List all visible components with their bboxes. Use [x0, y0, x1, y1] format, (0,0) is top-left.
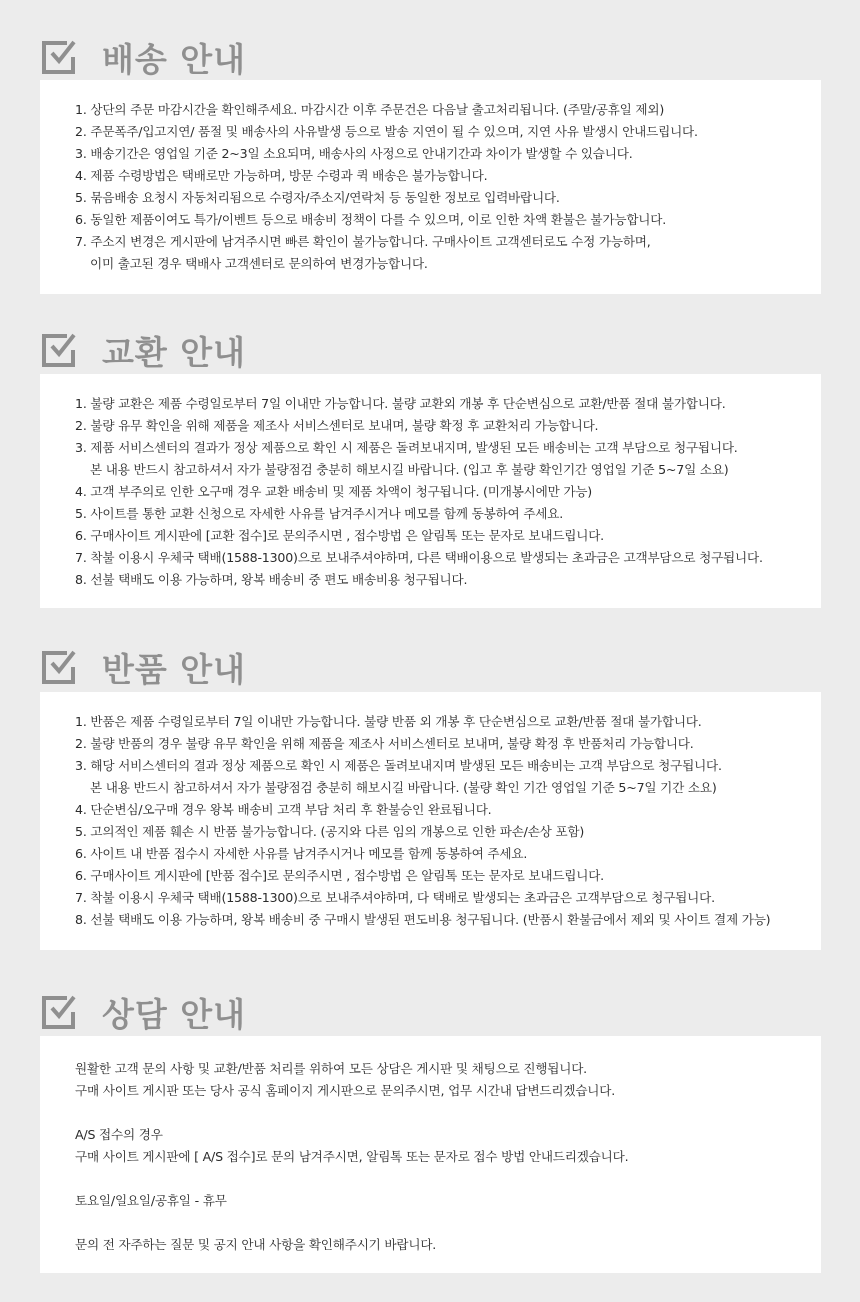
item-number: 6. — [75, 528, 91, 543]
item-number: 3. — [75, 758, 91, 773]
item-text: 고객 부주의로 인한 오구매 경우 교환 배송비 및 제품 차액이 청구됩니다. (미개봉시에만 가능) — [90, 484, 593, 499]
item-text: 제품 수령방법은 택배로만 가능하며, 방문 수령과 퀵 배송은 불가능합니다. — [90, 168, 488, 183]
item-number: 2. — [75, 124, 91, 139]
item-text: 묶음배송 요청시 자동처리됨으로 수령자/주소지/연락처 등 동일한 정보로 입력바랍니다. — [90, 190, 560, 205]
item-text: 착불 이용시 우체국 택배(1588-1300)으로 보내주셔야하며, 다 택배로 발생되는 초과금은 고객부담으로 청구됩니다. — [90, 890, 715, 905]
paragraph: 원활한 고객 문의 사항 및 교환/반품 처리를 위하여 모든 상담은 게시판 및 채팅으로 진행됩니다. — [75, 1061, 587, 1076]
list-item — [75, 209, 821, 231]
item-text: 착불 이용시 우체국 택배(1588-1300)으로 보내주셔야하며, 다른 택배이용으로 발생되는 초과금은 고객부담으로 청구됩니다. — [90, 550, 763, 565]
section-heading — [40, 35, 246, 79]
list-item — [75, 887, 821, 909]
list-item — [75, 755, 821, 799]
section-heading — [40, 990, 246, 1034]
item-text: 제품 서비스센터의 결과가 정상 제품으로 확인 시 제품은 돌려보내지며, 발생된 모든 배송비는 고객 부담으로 청구됩니다. — [90, 440, 738, 455]
item-text-continued: 이미 출고된 경우 택배사 고객센터로 문의하여 변경가능합니다. — [90, 256, 428, 271]
item-text: 선불 택배도 이용 가능하며, 왕복 배송비 중 구매시 발생된 편도비용 청구됩니다. (반품시 환불금에서 제외 및 사이트 결제 가능) — [90, 912, 771, 927]
paragraph: 문의 전 자주하는 질문 및 공지 안내 사항을 확인해주시기 바랍니다. — [75, 1237, 437, 1252]
list-item — [75, 143, 821, 165]
item-text: 사이트 내 반품 접수시 자세한 사유를 남겨주시거나 메모를 함께 동봉하여 주세요. — [90, 846, 528, 861]
return-panel — [40, 692, 821, 950]
check-icon — [40, 38, 78, 76]
section-title: 배송 안내 — [102, 39, 247, 79]
paragraph: 구매 사이트 게시판에 [ A/S 접수]로 문의 남겨주시면, 알림톡 또는 문자로 접수 방법 안내드리겠습니다. — [75, 1149, 629, 1164]
list-item — [75, 99, 821, 121]
paragraph: A/S 접수의 경우 — [75, 1127, 163, 1142]
item-text: 구매사이트 게시판에 [교환 접수]로 문의주시면 , 접수방법 은 알림톡 또는 문자로 보내드립니다. — [90, 528, 604, 543]
item-number: 1. — [75, 396, 91, 411]
paragraph: 구매 사이트 게시판 또는 당사 공식 홈페이지 게시판으로 문의주시면, 업무 시간내 답변드리겠습니다. — [75, 1083, 616, 1098]
item-text: 반품은 제품 수령일로부터 7일 이내만 가능합니다. 불량 반품 외 개봉 후 단순변심으로 교환/반품 절대 불가합니다. — [90, 714, 702, 729]
list-item — [75, 231, 821, 275]
item-number: 5. — [75, 190, 91, 205]
list-item — [75, 843, 821, 865]
item-text: 해당 서비스센터의 결과 정상 제품으로 확인 시 제품은 돌려보내지며 발생된 모든 배송비는 고객 부담으로 청구됩니다. — [90, 758, 722, 773]
item-text-continued: 본 내용 반드시 참고하셔서 자가 불량점검 충분히 해보시길 바랍니다. (입고 후 불량 확인기간 영업일 기준 5~7일 소요) — [90, 462, 729, 477]
item-number: 6. — [75, 868, 91, 883]
list-item — [75, 547, 821, 569]
list-item — [75, 437, 821, 481]
section-title: 상담 안내 — [102, 994, 247, 1034]
paragraph — [75, 1168, 821, 1190]
item-number: 7. — [75, 890, 91, 905]
paragraph: 토요일/일요일/공휴일 - 휴무 — [75, 1193, 227, 1208]
item-text: 주문폭주/입고지연/ 품절 및 배송사의 사유발생 등으로 발송 지연이 될 수 있으며, 지연 사유 발생시 안내드립니다. — [90, 124, 698, 139]
exchange-list — [75, 393, 821, 591]
item-text: 상단의 주문 마감시간을 확인해주세요. 마감시간 이후 주문건은 다음날 출고처리됩니다. (주말/공휴일 제외) — [90, 102, 665, 117]
list-item — [75, 569, 821, 591]
paragraph — [75, 1212, 821, 1234]
item-number: 4. — [75, 484, 91, 499]
item-number: 1. — [75, 714, 91, 729]
item-text: 배송기간은 영업일 기준 2~3일 소요되며, 배송사의 사정으로 안내기간과 차이가 발생할 수 있습니다. — [90, 146, 633, 161]
list-item — [75, 187, 821, 209]
check-icon — [40, 648, 78, 686]
item-number: 1. — [75, 102, 91, 117]
list-item — [75, 415, 821, 437]
item-number: 7. — [75, 550, 91, 565]
list-item — [75, 165, 821, 187]
item-text: 구매사이트 게시판에 [반품 접수]로 문의주시면 , 접수방법 은 알림톡 또는 문자로 보내드립니다. — [90, 868, 604, 883]
exchange-panel — [40, 374, 821, 608]
item-number: 5. — [75, 824, 91, 839]
shipping-panel — [40, 80, 821, 294]
item-number: 3. — [75, 146, 91, 161]
item-number: 2. — [75, 418, 91, 433]
item-text: 불량 유무 확인을 위해 제품을 제조사 서비스센터로 보내며, 불량 확정 후 교환처리 가능합니다. — [90, 418, 599, 433]
section-heading — [40, 645, 246, 689]
list-item — [75, 525, 821, 547]
item-number: 8. — [75, 572, 91, 587]
check-icon — [40, 331, 78, 369]
item-text: 고의적인 제품 훼손 시 반품 불가능합니다. (공지와 다른 임의 개봉으로 인한 파손/손상 포함) — [90, 824, 585, 839]
return-list — [75, 711, 821, 931]
check-icon — [40, 993, 78, 1031]
shipping-list — [75, 99, 821, 275]
item-number: 6. — [75, 212, 91, 227]
list-item — [75, 121, 821, 143]
list-item — [75, 799, 821, 821]
item-number: 7. — [75, 234, 91, 249]
item-text: 단순변심/오구매 경우 왕복 배송비 고객 부담 처리 후 환불승인 완료됩니다. — [90, 802, 492, 817]
item-number: 2. — [75, 736, 91, 751]
item-number: 4. — [75, 802, 91, 817]
section-title: 교환 안내 — [102, 332, 247, 372]
list-item — [75, 821, 821, 843]
item-number: 8. — [75, 912, 91, 927]
item-number: 3. — [75, 440, 91, 455]
item-text: 불량 반품의 경우 불량 유무 확인을 위해 제품을 제조사 서비스센터로 보내며, 불량 확정 후 반품처리 가능합니다. — [90, 736, 694, 751]
item-text: 선불 택배도 이용 가능하며, 왕복 배송비 중 편도 배송비용 청구됩니다. — [90, 572, 468, 587]
list-item — [75, 481, 821, 503]
list-item — [75, 711, 821, 733]
section-title: 반품 안내 — [102, 649, 247, 689]
item-number: 6. — [75, 846, 91, 861]
list-item — [75, 865, 821, 887]
item-text-continued: 본 내용 반드시 참고하셔서 자가 불량점검 충분히 해보시길 바랍니다. (불량 확인 기간 영업일 기준 5~7일 기간 소요) — [90, 780, 717, 795]
consult-panel — [40, 1036, 821, 1273]
item-text: 동일한 제품이여도 특가/이벤트 등으로 배송비 정책이 다를 수 있으며, 이로 인한 차액 환불은 불가능합니다. — [90, 212, 667, 227]
item-number: 4. — [75, 168, 91, 183]
item-text: 불량 교환은 제품 수령일로부터 7일 이내만 가능합니다. 불량 교환외 개봉 후 단순변심으로 교환/반품 절대 불가합니다. — [90, 396, 726, 411]
item-text: 주소지 변경은 게시판에 남겨주시면 빠른 확인이 불가능합니다. 구매사이트 고객센터로도 수정 가능하며, — [90, 234, 651, 249]
item-text: 사이트를 통한 교환 신청으로 자세한 사유를 남겨주시거나 메모를 함께 동봉하여 주세요. — [90, 506, 564, 521]
paragraph — [75, 1102, 821, 1124]
item-number: 5. — [75, 506, 91, 521]
list-item — [75, 503, 821, 525]
list-item — [75, 393, 821, 415]
list-item — [75, 733, 821, 755]
section-heading — [40, 328, 246, 372]
list-item — [75, 909, 821, 931]
